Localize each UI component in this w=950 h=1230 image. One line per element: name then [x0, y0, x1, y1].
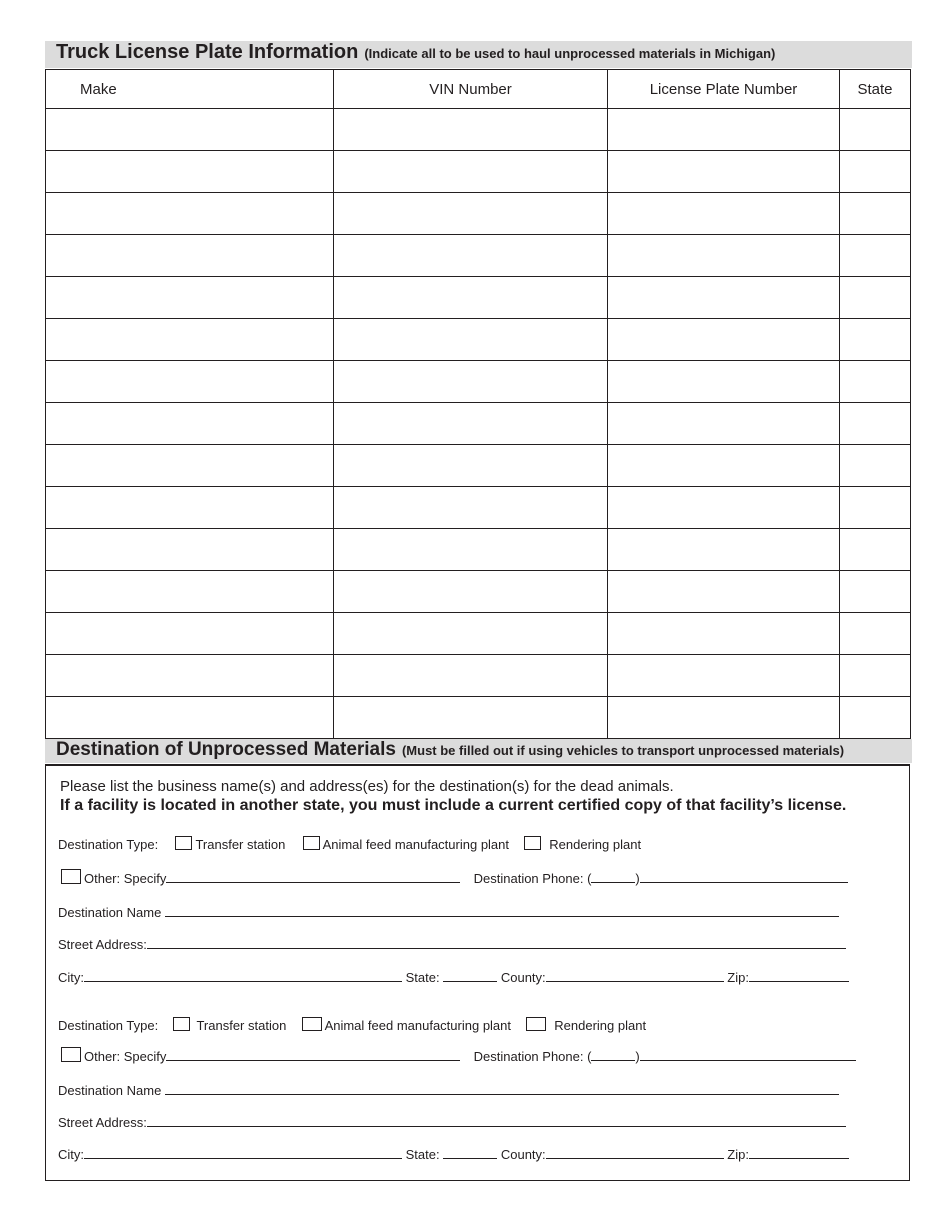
- license-plate-cell[interactable]: [608, 403, 840, 445]
- destination-2-county-field[interactable]: [546, 1146, 724, 1159]
- state-cell[interactable]: [840, 361, 911, 403]
- table-row: [46, 403, 911, 445]
- destination-2-name-row: [58, 1082, 839, 1098]
- table-row: [46, 193, 911, 235]
- state-cell[interactable]: [840, 403, 911, 445]
- state-cell[interactable]: [840, 655, 911, 697]
- zip-label: Zip:: [727, 970, 749, 985]
- license-plate-cell[interactable]: [608, 361, 840, 403]
- column-header-vin: VIN Number: [334, 70, 608, 109]
- table-row: [46, 235, 911, 277]
- table-row: [46, 277, 911, 319]
- destination-2-type-row: [58, 1017, 646, 1033]
- destination-license-warning: If a facility is located in another state, you must include a current certified copy of that facility’s license.: [60, 797, 847, 814]
- vin-cell[interactable]: [334, 277, 608, 319]
- license-plate-cell[interactable]: [608, 655, 840, 697]
- table-row: [46, 319, 911, 361]
- transfer-station-label: Transfer station: [196, 1018, 287, 1033]
- vin-cell[interactable]: [334, 571, 608, 613]
- vin-cell[interactable]: [334, 151, 608, 193]
- destination-2-rendering-checkbox[interactable]: [526, 1017, 546, 1031]
- state-cell[interactable]: [840, 319, 911, 361]
- license-plate-cell[interactable]: [608, 277, 840, 319]
- animal-feed-label: Animal feed manufacturing plant: [324, 1018, 512, 1033]
- table-row: [46, 613, 911, 655]
- state-cell[interactable]: [840, 235, 911, 277]
- license-plate-cell[interactable]: [608, 529, 840, 571]
- county-label: County:: [500, 970, 546, 985]
- make-cell[interactable]: [46, 529, 334, 571]
- vin-cell[interactable]: [334, 319, 608, 361]
- license-plate-cell[interactable]: [608, 151, 840, 193]
- state-cell[interactable]: [840, 571, 911, 613]
- destination-1-street-field[interactable]: [147, 936, 846, 949]
- destination-2-other-row: Other: Specify Destination Phone: ( ): [61, 1047, 856, 1064]
- vin-cell[interactable]: [334, 403, 608, 445]
- destination-instructions: Please list the business name(s) and address(es) for the destination(s) for the dead animals.: [60, 778, 674, 795]
- destination-1-name-row: [58, 904, 839, 920]
- destination-2-other-field[interactable]: [166, 1048, 460, 1061]
- truck-section-note: (Indicate all to be used to haul unprocessed materials in Michigan): [364, 46, 776, 61]
- license-plate-cell[interactable]: [608, 445, 840, 487]
- other-specify-label: Other: Specify: [84, 1049, 167, 1064]
- destination-2-city-row: [58, 1146, 849, 1162]
- make-cell[interactable]: [46, 655, 334, 697]
- destination-2-street-row: [58, 1114, 846, 1130]
- make-cell[interactable]: [46, 109, 334, 151]
- destination-type-label: Destination Type:: [58, 1018, 159, 1033]
- destination-1-street-row: [58, 936, 846, 952]
- table-row: [46, 529, 911, 571]
- table-row: [46, 361, 911, 403]
- destination-1-phone-field[interactable]: [640, 870, 848, 883]
- transfer-station-label: Transfer station: [195, 837, 286, 852]
- destination-1-other-field[interactable]: [166, 870, 460, 883]
- table-row: [46, 697, 911, 739]
- state-cell[interactable]: [840, 193, 911, 235]
- state-cell[interactable]: [840, 151, 911, 193]
- destination-type-label: Destination Type:: [58, 837, 159, 852]
- license-plate-cell[interactable]: [608, 193, 840, 235]
- city-label: City:: [58, 970, 84, 985]
- county-label: County:: [500, 1147, 546, 1162]
- license-plate-cell[interactable]: [608, 697, 840, 739]
- state-cell[interactable]: [840, 529, 911, 571]
- rendering-plant-label: Rendering plant: [549, 837, 642, 852]
- vin-cell[interactable]: [334, 445, 608, 487]
- table-row: [46, 487, 911, 529]
- state-label: State:: [405, 970, 440, 985]
- destination-name-label: Destination Name: [58, 1083, 162, 1098]
- destination-1-name-field[interactable]: [165, 904, 839, 917]
- state-cell[interactable]: [840, 613, 911, 655]
- destination-1-type-row: [58, 836, 641, 852]
- table-row: [46, 655, 911, 697]
- make-cell[interactable]: [46, 613, 334, 655]
- truck-table: [45, 69, 911, 739]
- vin-cell[interactable]: [334, 361, 608, 403]
- vin-cell[interactable]: [334, 529, 608, 571]
- state-label: State:: [405, 1147, 440, 1162]
- destination-phone-label: Destination Phone: (: [473, 871, 592, 886]
- make-cell[interactable]: [46, 487, 334, 529]
- vin-cell[interactable]: [334, 655, 608, 697]
- table-row: [46, 109, 911, 151]
- destination-1-rendering-checkbox[interactable]: [524, 836, 541, 850]
- street-address-label: Street Address:: [58, 937, 147, 952]
- make-cell[interactable]: [46, 361, 334, 403]
- other-specify-label: Other: Specify: [84, 871, 167, 886]
- vin-cell[interactable]: [334, 697, 608, 739]
- destination-2-animal-feed-checkbox[interactable]: [302, 1017, 322, 1031]
- destination-1-other-row: Other: Specify Destination Phone: ( ): [61, 869, 848, 886]
- table-row: [46, 445, 911, 487]
- state-cell[interactable]: [840, 277, 911, 319]
- animal-feed-label: Animal feed manufacturing plant: [322, 837, 510, 852]
- license-plate-cell[interactable]: [608, 487, 840, 529]
- make-cell[interactable]: [46, 319, 334, 361]
- zip-label: Zip:: [727, 1147, 749, 1162]
- destination-1-county-field[interactable]: [546, 969, 724, 982]
- destination-2-name-field[interactable]: [165, 1082, 839, 1095]
- destination-1-transfer-station-checkbox[interactable]: [175, 836, 192, 850]
- column-header-make: Make: [46, 70, 334, 109]
- state-cell[interactable]: [840, 697, 911, 739]
- destination-2-other-checkbox[interactable]: [61, 1047, 81, 1062]
- street-address-label: Street Address:: [58, 1115, 147, 1130]
- destination-name-label: Destination Name: [58, 905, 162, 920]
- rendering-plant-label: Rendering plant: [554, 1018, 647, 1033]
- license-plate-cell[interactable]: [608, 235, 840, 277]
- make-cell[interactable]: [46, 277, 334, 319]
- destination-1-state-field[interactable]: [443, 969, 497, 982]
- destination-2-area-code-field[interactable]: [591, 1048, 635, 1061]
- make-cell[interactable]: [46, 571, 334, 613]
- destination-section-header: [45, 739, 912, 763]
- license-plate-cell[interactable]: [608, 319, 840, 361]
- vin-cell[interactable]: [334, 109, 608, 151]
- vin-cell[interactable]: [334, 235, 608, 277]
- destination-1-animal-feed-checkbox[interactable]: [303, 836, 320, 850]
- license-plate-cell[interactable]: [608, 109, 840, 151]
- destination-phone-label: Destination Phone: (: [473, 1049, 592, 1064]
- destination-1-other-checkbox[interactable]: [61, 869, 81, 884]
- destination-section-note: (Must be filled out if using vehicles to transport unprocessed materials): [401, 743, 845, 758]
- destination-1-city-row: [58, 969, 849, 985]
- table-row: [46, 571, 911, 613]
- vin-cell[interactable]: [334, 193, 608, 235]
- destination-section-title: Destination of Unprocessed Materials (Must be filled out if using vehicles to transport unprocessed materials): [56, 739, 845, 760]
- destination-2-zip-field[interactable]: [749, 1146, 849, 1159]
- truck-section-header: [45, 41, 912, 68]
- destination-1-zip-field[interactable]: [749, 969, 849, 982]
- state-cell[interactable]: [840, 487, 911, 529]
- make-cell[interactable]: [46, 235, 334, 277]
- city-label: City:: [58, 1147, 84, 1162]
- vin-cell[interactable]: [334, 487, 608, 529]
- destination-2-transfer-station-checkbox[interactable]: [173, 1017, 190, 1031]
- truck-table-header-row: [46, 70, 911, 109]
- table-row: [46, 151, 911, 193]
- destination-form: [45, 764, 910, 1181]
- destination-2-phone-field[interactable]: [640, 1048, 856, 1061]
- destination-2-street-field[interactable]: [147, 1114, 846, 1127]
- license-plate-cell[interactable]: [608, 571, 840, 613]
- truck-section-title: Truck License Plate Information (Indicate all to be used to haul unprocessed materials in Michigan): [56, 41, 776, 63]
- column-header-license-plate: License Plate Number: [608, 70, 840, 109]
- vin-cell[interactable]: [334, 613, 608, 655]
- make-cell[interactable]: [46, 151, 334, 193]
- make-cell[interactable]: [46, 193, 334, 235]
- state-cell[interactable]: [840, 445, 911, 487]
- destination-2-state-field[interactable]: [443, 1146, 497, 1159]
- state-cell[interactable]: [840, 109, 911, 151]
- make-cell[interactable]: [46, 445, 334, 487]
- make-cell[interactable]: [46, 697, 334, 739]
- destination-1-area-code-field[interactable]: [591, 870, 635, 883]
- destination-1-city-field[interactable]: [84, 969, 402, 982]
- license-plate-cell[interactable]: [608, 613, 840, 655]
- destination-2-city-field[interactable]: [84, 1146, 402, 1159]
- make-cell[interactable]: [46, 403, 334, 445]
- column-header-state: State: [840, 70, 911, 109]
